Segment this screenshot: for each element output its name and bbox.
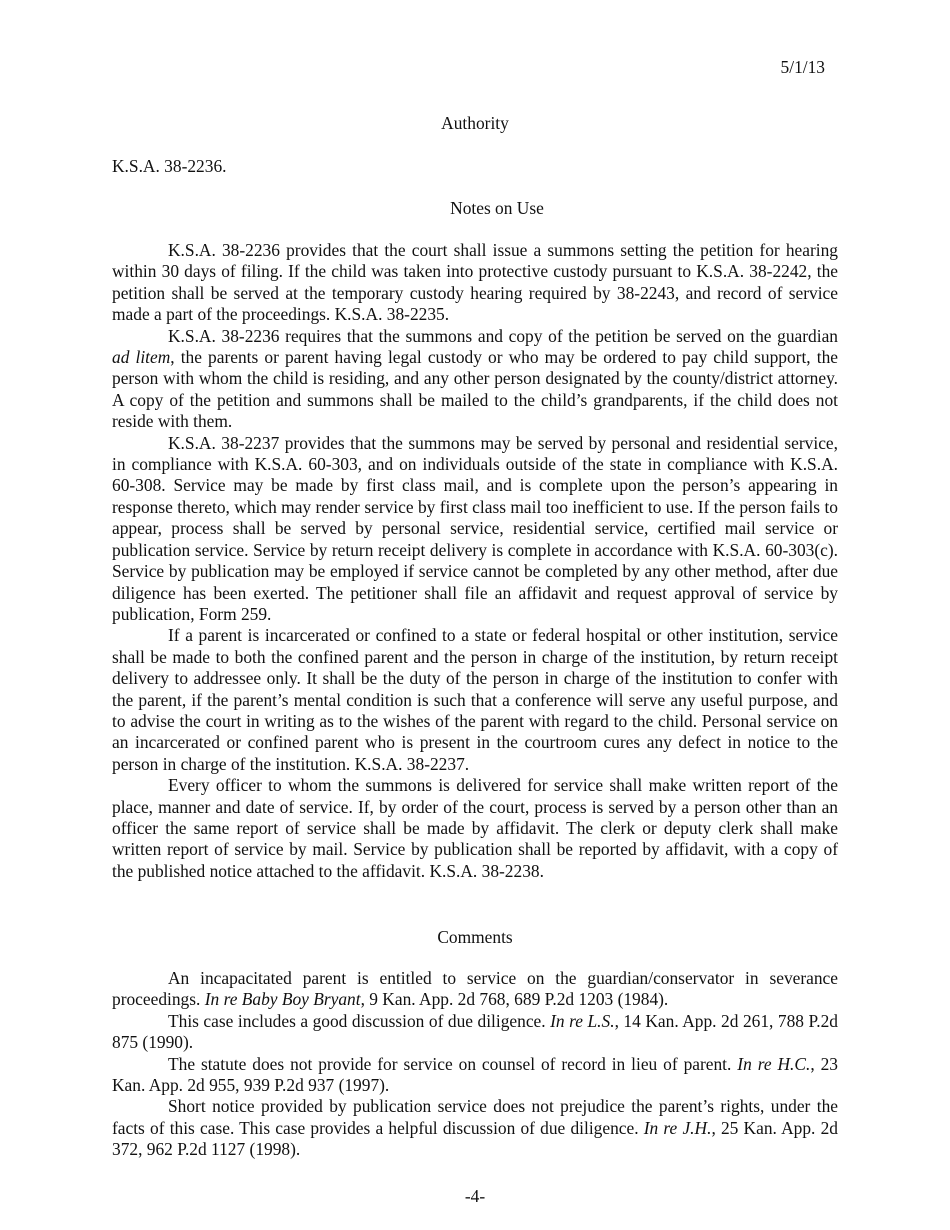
- comment-paragraph-1: [112, 968, 838, 1011]
- notes-on-use-body: [112, 240, 838, 882]
- notes-paragraph-2-text-after: , the parents or parent having legal custody or who may be ordered to pay child support, the person with whom the child is residing, and any other person designated by the county/district attorney. A copy of the petition and summons shall be mailed to the child’s grandparents, if the child does not reside with them.: [112, 347, 838, 432]
- comment-1-case-name: In re Baby Boy Bryant: [204, 989, 361, 1010]
- notes-paragraph-5: Every officer to whom the summons is delivered for service shall make written report of the place, manner and date of service. If, by order of the court, process is served by a person other than an officer the same report of service shall be made by affidavit. The clerk or deputy clerk shall make written report of service by mail. Service by publication shall be reported by affidavit, with a copy of the published notice attached to the affidavit. K.S.A. 38-2238.: [112, 775, 838, 881]
- notes-paragraph-3: K.S.A. 38-2237 provides that the summons may be served by personal and residential service, in compliance with K.S.A. 60-303, and on individuals outside of the state in compliance with K.S.A. 60-308. Service may be made by first class mail, and is complete upon the person’s appearing in response thereto, which may render service by first class mail too inefficient to use. If the person fails to appear, process shall be served by personal service, residential service, certified mail service or publication service. Service by return receipt delivery is complete in accordance with K.S.A. 60-303(c). Service by publication may be employed if service cannot be completed by any other method, after due diligence has been exerted. The petitioner shall file an affidavit and request approval of service by publication, Form 259.: [112, 432, 838, 624]
- authority-reference: K.S.A. 38-2236.: [112, 156, 227, 176]
- comment-paragraph-3: [112, 1054, 838, 1097]
- comment-2-case-name: In re L.S.: [550, 1010, 615, 1031]
- notes-paragraph-2: [112, 326, 838, 433]
- comments-heading: Comments: [437, 927, 513, 947]
- notes-on-use-heading: Notes on Use: [450, 198, 544, 218]
- page-date: 5/1/13: [780, 57, 825, 77]
- notes-paragraph-1: K.S.A. 38-2236 provides that the court shall issue a summons setting the petition for hearing within 30 days of filing. If the child was taken into protective custody pursuant to K.S.A. 38-2242, the petition shall be served at the temporary custody hearing required by 38-2243, and record of service made a part of the proceedings. K.S.A. 38-2235.: [112, 240, 838, 325]
- page-number: -4-: [464, 1186, 486, 1206]
- comment-3-citation: , 23 Kan. App. 2d 955, 939 P.2d 937 (1997).: [112, 1053, 838, 1096]
- comment-3-text: The statute does not provide for service on counsel of record in lieu of parent.: [168, 1053, 738, 1074]
- comment-1-citation: , 9 Kan. App. 2d 768, 689 P.2d 1203 (1984).: [360, 989, 669, 1010]
- comments-body: [112, 968, 838, 1161]
- comment-4-citation: , 25 Kan. App. 2d 372, 962 P.2d 1127 (1998).: [112, 1117, 838, 1160]
- notes-paragraph-4: If a parent is incarcerated or confined to a state or federal hospital or other institution, service shall be made to both the confined parent and the person in charge of the institution, by return receipt delivery to addressee only. It shall be the duty of the person in charge of the institution to confer with the parent, if the parent’s mental condition is such that a conference will serve any useful purpose, and to advise the court in writing as to the wishes of the parent with regard to the child. Personal service on an incarcerated or confined parent who is present in the courtroom cures any defect in notice to the person in charge of the institution. K.S.A. 38-2237.: [112, 625, 838, 774]
- comment-4-case-name: In re J.H.: [643, 1117, 712, 1138]
- comment-paragraph-4: [112, 1096, 838, 1160]
- authority-heading: Authority: [441, 113, 509, 133]
- notes-paragraph-2-text-before: K.S.A. 38-2236 requires that the summons and copy of the petition be served on the guardian: [168, 325, 838, 346]
- comment-4-text: Short notice provided by publication service does not prejudice the parent’s rights, under the facts of this case. This case provides a helpful discussion of due diligence.: [112, 1096, 838, 1138]
- comment-3-case-name: In re H.C.: [737, 1053, 811, 1074]
- comment-1-text: An incapacitated parent is entitled to service on the guardian/conservator in severance proceedings.: [112, 968, 838, 1010]
- comment-paragraph-2: [112, 1011, 838, 1054]
- comment-2-citation: , 14 Kan. App. 2d 261, 788 P.2d 875 (1990).: [112, 1010, 838, 1053]
- comment-2-text: This case includes a good discussion of due diligence.: [168, 1010, 551, 1031]
- notes-paragraph-2-italic-term: ad litem: [112, 347, 171, 368]
